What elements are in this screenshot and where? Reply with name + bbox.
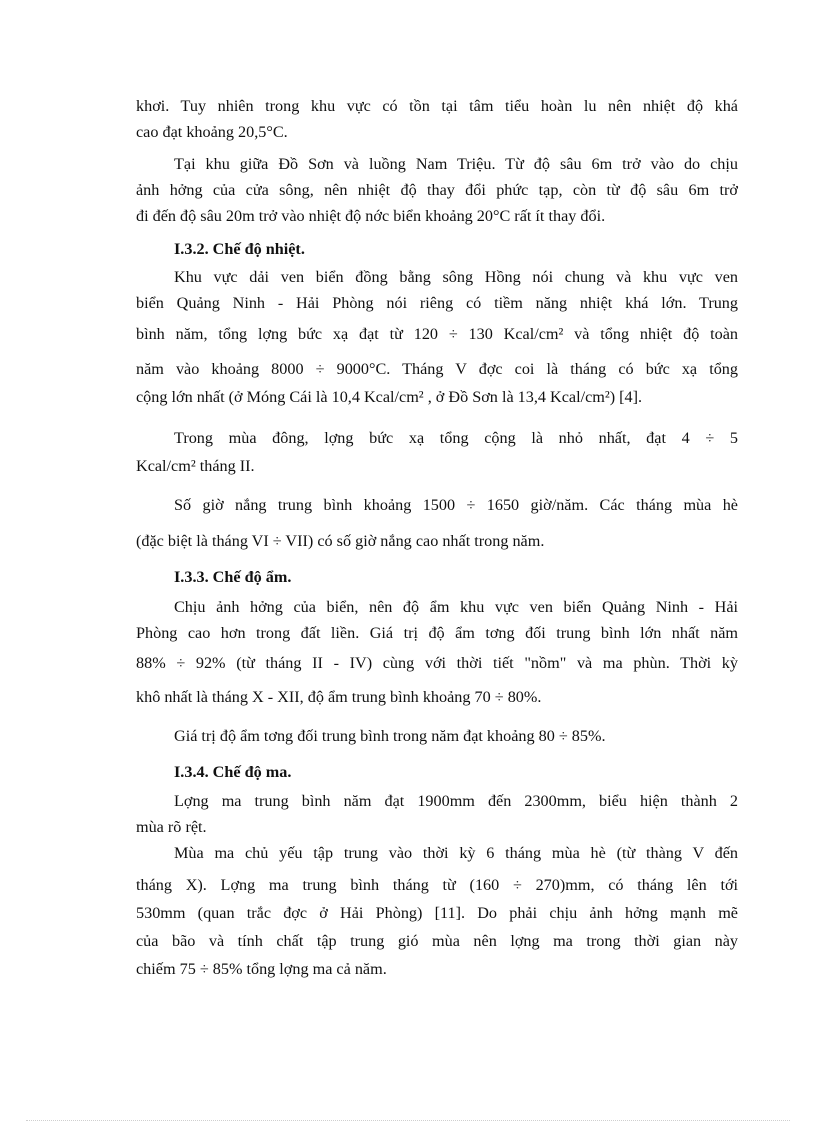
text-line: Lợng ma trung bình năm đạt 1900mm đến 2300mm, biểu hiện thành 2 xyxy=(174,792,738,810)
text-line: năm vào khoảng 8000 ÷ 9000°C. Tháng V đợc coi là tháng có bức xạ tổng xyxy=(136,360,738,378)
text-line: (đặc biệt là tháng VI ÷ VII) có số giờ nắng cao nhất trong năm. xyxy=(136,532,545,550)
text-line: Chịu ảnh hởng của biển, nên độ ẩm khu vực ven biển Quảng Ninh - Hải xyxy=(174,598,738,616)
text-line: chiếm 75 ÷ 85% tổng lợng ma cả năm. xyxy=(136,960,387,978)
section-heading: I.3.4. Chế độ ma. xyxy=(174,763,292,781)
text-line: Tại khu giữa Đồ Sơn và luồng Nam Triệu. Từ độ sâu 6m trở vào do chịu xyxy=(174,155,738,173)
text-line: biển Quảng Ninh - Hải Phòng nói riêng có tiềm năng nhiệt khá lớn. Trung xyxy=(136,294,738,312)
section-heading: I.3.2. Chế độ nhiệt. xyxy=(174,240,305,258)
page-bottom-border xyxy=(26,1120,790,1121)
text-line: Mùa ma chủ yếu tập trung vào thời kỳ 6 tháng mùa hè (từ thàng V đến xyxy=(174,844,738,862)
text-line: 530mm (quan trắc đợc ở Hải Phòng) [11]. Do phải chịu ảnh hởng mạnh mẽ xyxy=(136,904,738,922)
text-line: khơi. Tuy nhiên trong khu vực có tồn tại tâm tiểu hoàn lu nên nhiệt độ khá xyxy=(136,97,738,115)
text-line: Số giờ nắng trung bình khoảng 1500 ÷ 1650 giờ/năm. Các tháng mùa hè xyxy=(174,496,738,514)
text-line: đi đến độ sâu 20m trở vào nhiệt độ nớc biển khoảng 20°C rất ít thay đổi. xyxy=(136,207,606,225)
text-line: Khu vực dải ven biển đồng bằng sông Hồng nói chung và khu vực ven xyxy=(174,268,738,286)
text-line: mùa rõ rệt. xyxy=(136,818,207,836)
text-line: tháng X). Lợng ma trung bình tháng từ (160 ÷ 270)mm, có tháng lên tới xyxy=(136,876,738,894)
text-line: bình năm, tổng lợng bức xạ đạt từ 120 ÷ 130 Kcal/cm² và tổng nhiệt độ toàn xyxy=(136,325,738,343)
text-line: Giá trị độ ẩm tơng đối trung bình trong năm đạt khoảng 80 ÷ 85%. xyxy=(174,727,606,745)
text-line: cộng lớn nhất (ở Móng Cái là 10,4 Kcal/cm² , ở Đồ Sơn là 13,4 Kcal/cm²) [4]. xyxy=(136,388,643,406)
text-line: cao đạt khoảng 20,5°C. xyxy=(136,123,288,141)
text-line: ảnh hởng của cửa sông, nên nhiệt độ thay đổi phức tạp, còn từ độ sâu 6m trở xyxy=(136,181,738,199)
text-line: 88% ÷ 92% (từ tháng II - IV) cùng với thời tiết "nồm" và ma phùn. Thời kỳ xyxy=(136,654,738,672)
text-line: khô nhất là tháng X - XII, độ ẩm trung bình khoảng 70 ÷ 80%. xyxy=(136,688,542,706)
text-line: Trong mùa đông, lợng bức xạ tổng cộng là nhỏ nhất, đạt 4 ÷ 5 xyxy=(174,429,738,447)
text-line: Kcal/cm² tháng II. xyxy=(136,457,255,475)
section-heading: I.3.3. Chế độ ẩm. xyxy=(174,568,292,586)
text-line: Phòng cao hơn trong đất liền. Giá trị độ ẩm tơng đối trung bình lớn nhất năm xyxy=(136,624,738,642)
text-line: của bão và tính chất tập trung gió mùa nên lợng ma trong thời gian này xyxy=(136,932,738,950)
